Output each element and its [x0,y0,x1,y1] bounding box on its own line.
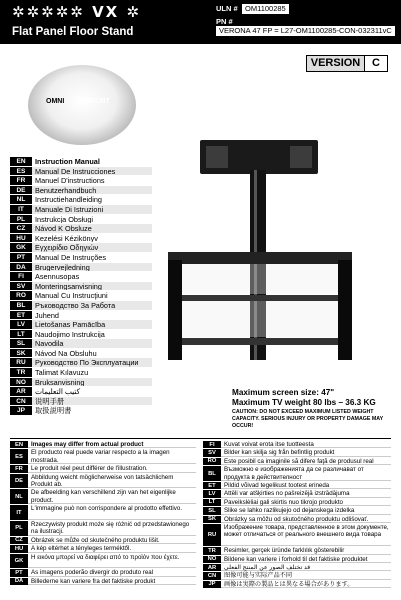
language-code: FI [10,272,32,281]
disclaimer-text: As imagens poderão divergir do produto real [28,569,196,576]
language-row [10,224,152,234]
disclaimer-text: Abbildung weicht möglicherweise von tatsächlichem Produkt ab. [28,474,196,489]
disclaimer-row [10,554,196,570]
disclaimer-lang-code: IT [10,505,28,520]
disclaimer-lang-code: RO [203,458,221,465]
language-row [10,205,152,215]
language-row [10,378,152,388]
language-row [10,234,152,244]
disclaimer-text: Images may differ from actual product [28,441,196,448]
language-manual-title: 取扱説明書 [35,406,72,416]
language-row [10,272,152,282]
screen-size-info [232,388,396,430]
version-label: VERSION [307,56,365,71]
disclaimer-text: Изображение товара, представленное в этом документе, может отличаться от реального внешнего вида товара [221,524,391,546]
disclaimer-row [203,490,391,498]
language-code: LV [10,320,32,329]
disclaimer-lang-code: FI [203,441,221,448]
disclaimer-text: Възможно е изображенията да се различават от продукта в действителност [221,466,391,481]
pn-value: VERONA 47 FP = L27-OM1100285-CON-032311vC [216,26,395,36]
disclaimer-row [10,489,196,505]
disclaimer-row [10,569,196,577]
disclaimer-row [10,521,196,537]
language-manual-title: Manuale Di Istruzioni [32,205,152,214]
language-manual-title: Návod K Obsluze [32,224,152,233]
disclaimer-text: Este posibil ca imaginile să difere faţă de produsul real [221,458,391,465]
header-bar [0,0,401,44]
tv-stand-illustration [160,140,360,370]
language-manual-title: Ръководство За Работа [32,301,152,310]
disclaimer-row [10,505,196,521]
language-manual-title: Benutzerhandbuch [32,186,152,195]
language-manual-title: Asennusopas [35,272,80,281]
disclaimer-row [203,499,391,507]
language-manual-title: Monteringsanvisning [32,282,152,291]
weight-caution: CAUTION: DO NOT EXCEED MAXIMUM LISTED WEIGHT CAPACITY. SERIOUS INJURY OR PROPERTY DAMAGE MAY OCCUR! [232,409,384,429]
language-row [10,215,152,225]
product-title: Flat Panel Floor Stand [12,26,134,38]
disclaimer-lang-code: FR [10,465,28,472]
disclaimer-row [10,465,196,473]
disclaimer-lang-code: LT [203,499,221,506]
language-row [10,186,152,196]
disclaimer-text: El producto real puede variar respecto a la imagen mostrada. [28,449,196,464]
language-manual-title: Manual De Instruções [35,252,106,262]
language-code: RU [10,358,32,367]
disclaimer-row [203,516,391,524]
disclaimer-lang-code: SK [203,516,221,523]
disclaimer-text: Rzeczywisty produkt może się różnić od przedstawionego na ilustracji. [28,521,196,536]
disclaimer-lang-code: AR [203,564,221,571]
language-manual-title: Instruction Manual [35,157,100,166]
language-code: IT [10,205,32,214]
language-manual-title: Brugervejledning [32,263,152,272]
language-row [10,167,152,177]
disclaimer-text: Paveikslėliai gali skirtis nuo tikrojo produkto [221,499,391,506]
language-code: ES [10,167,32,176]
language-code: RO [10,291,32,300]
disclaimer-lang-code: EN [10,441,28,448]
disclaimer-text: Le produit réel peut différer de l'illustration. [28,465,196,472]
disclaimer-lang-code: SL [203,507,221,514]
disclaimer-text: قد تختلف الصور عن المنتج الفعلي [221,564,391,571]
disclaimer-text: Slike se lahko razlikujejo od dejanskega izdelka [221,507,391,514]
language-row [10,320,152,330]
disclaimer-row [203,556,391,564]
language-code: FR [10,176,32,185]
language-row [10,368,152,378]
language-code: SV [10,282,32,291]
middle-shelf [182,295,338,301]
language-manual-title: Lietošanas Pamācība [32,320,152,329]
disclaimer-lang-code: SV [203,449,221,456]
language-row [10,397,152,407]
disclaimer-row [10,449,196,465]
disclaimer-row [10,474,196,490]
language-manual-title: Εγχειρίδιο Οδηγιών [32,243,152,252]
disclaimer-row [203,507,391,515]
uln-value: OM1100285 [242,4,289,14]
omnimount-logo [28,65,136,145]
disclaimer-row [10,545,196,553]
disclaimer-row [203,547,391,555]
disclaimer-row [203,482,391,490]
right-leg [338,260,352,360]
language-manual-title: Руководство По Эксплуатации [32,358,152,367]
max-tv-weight: Maximum TV weight 80 lbs – 36.3 KG [232,398,376,407]
language-code: CZ [10,224,32,233]
language-manual-title: Instructiehandleiding [35,195,102,204]
language-code: GK [10,243,32,252]
language-manual-title: Navodila [32,339,152,348]
disclaimer-row [10,578,196,586]
language-code: SK [10,349,32,358]
language-code: ET [10,311,32,320]
language-row [10,301,152,311]
disclaimer-row [203,441,391,449]
language-manual-title: Návod Na Obsluhu [35,348,97,358]
disclaimer-lang-code: PL [10,521,28,536]
language-manual-title: كتيب التعليمات [35,387,80,396]
disclaimer-text: Kuvat voivat erota itse tuotteesta [221,441,391,448]
disclaimer-column-left [10,441,196,586]
language-manual-title: Instrukcja Obsługi [35,214,93,224]
language-code: AR [10,387,32,396]
disclaimer-row [203,572,391,580]
disclaimer-text: A kép eltérhet a tényleges terméktől. [28,545,196,552]
disclaimer-text: Bilder kan skilja sig från befintlig produkt [221,449,391,456]
bottom-shelf [182,338,338,345]
disclaimer-text: Obrázky sa môžu od skutočného produktu odlišovať. [221,516,391,523]
language-row [10,157,152,167]
disclaimer-row [10,537,196,545]
language-code: PT [10,253,32,262]
left-leg [168,260,182,360]
language-code: SL [10,339,32,348]
uln-row: ULN # OM1100285 [216,4,289,14]
language-manual-title: Manual De Instrucciones [32,167,152,176]
language-row [10,358,152,368]
disclaimer-text: Resimler, gerçek üründe farklılık gösterebilir [221,547,391,554]
language-code: PL [10,215,32,224]
disclaimer-column-right [203,441,391,589]
disclaimer-lang-code: GK [10,554,28,569]
language-row [10,253,152,263]
disclaimer-row [10,441,196,449]
disclaimer-section [10,438,391,596]
disclaimer-text: L'immagine può non corrispondere al prodotto effettivo. [28,505,196,520]
language-row [10,263,152,273]
language-code: EN [10,157,32,166]
language-row [10,282,152,292]
language-code: NL [10,195,32,204]
logo-text-mount: MOUNT [84,98,110,105]
disclaimer-lang-code: CN [203,572,221,579]
manual-language-list [10,157,152,416]
language-manual-title: 说明手册 [32,397,152,406]
disclaimer-text: De afbeelding kan verschillend zijn van het eigenlijke product. [28,489,196,504]
language-manual-title: Naudojimo Instrukcija [35,329,105,339]
disclaimer-text: Η εικόνα μπορεί να διαφέρει από το προϊόν που έχετε. [28,554,196,569]
disclaimer-lang-code: JP [203,581,221,588]
language-row [10,243,152,253]
disclaimer-text: Pildid võivad tegelikust tootest erineda [221,482,391,489]
language-row [10,330,152,340]
top-glass-shelf [168,252,352,264]
disclaimer-lang-code: DA [10,578,28,585]
disclaimer-lang-code: RU [203,524,221,546]
language-manual-title: Talimat Kılavuzu [35,368,89,377]
disclaimer-lang-code: HU [10,545,28,552]
disclaimer-lang-code: ET [203,482,221,489]
disclaimer-row [203,458,391,466]
disclaimer-text: Bildene kan variere i forhold til det faktiske produktet [221,556,391,563]
disclaimer-lang-code: NO [203,556,221,563]
language-code: JP [10,406,32,415]
language-row [10,406,152,416]
disclaimer-text: 画像は実際の製品とは異なる場合があります。 [221,581,391,588]
brand-wordmark: ✲✲✲✲✲ VX ✲ [12,3,142,21]
language-code: BL [10,301,32,310]
language-manual-title: Juhend [35,310,59,320]
language-manual-title: Kezelési Kézikönyv [35,233,98,243]
language-row [10,291,152,301]
disclaimer-row [203,581,391,589]
disclaimer-text: Attēli var atšķirties no pašreizējā izstrādājuma [221,490,391,497]
disclaimer-lang-code: PT [10,569,28,576]
disclaimer-lang-code: NL [10,489,28,504]
version-box [306,55,388,72]
language-code: NO [10,378,32,387]
disclaimer-lang-code: BL [203,466,221,481]
language-row [10,195,152,205]
language-code: HU [10,234,32,243]
disclaimer-row [203,449,391,457]
disclaimer-text: Billederne kan variere fra det faktiske produkt [28,578,196,585]
language-code: LT [10,330,32,339]
pn-row: PN #VERONA 47 FP = L27-OM1100285-CON-032311vC [216,17,401,36]
disclaimer-lang-code: LV [203,490,221,497]
max-screen-size: Maximum screen size: 47" [232,388,335,397]
language-row [10,339,152,349]
language-row [10,176,152,186]
language-code: DE [10,186,32,195]
language-row [10,311,152,321]
disclaimer-lang-code: DE [10,474,28,489]
disclaimer-lang-code: TR [203,547,221,554]
logo-text-omni: OMNI [46,98,65,105]
language-code: TR [10,368,32,377]
disclaimer-text: Obrázek se může od skutečného produktu lišit. [28,537,196,544]
language-manual-title: Manual Cu Instrucţiuni [35,291,108,300]
language-manual-title: Manuel D'instructions [35,176,105,185]
disclaimer-lang-code: ES [10,449,28,464]
language-row [10,349,152,359]
disclaimer-row [203,466,391,482]
disclaimer-row [203,524,391,547]
disclaimer-text: 图像可能与实际产品不同 [221,572,391,579]
disclaimer-lang-code: CZ [10,537,28,544]
version-value: C [372,57,380,69]
language-row [10,387,152,397]
language-code: CN [10,397,32,406]
language-manual-title: Bruksanvisning [32,378,152,387]
language-code: DA [10,263,32,272]
